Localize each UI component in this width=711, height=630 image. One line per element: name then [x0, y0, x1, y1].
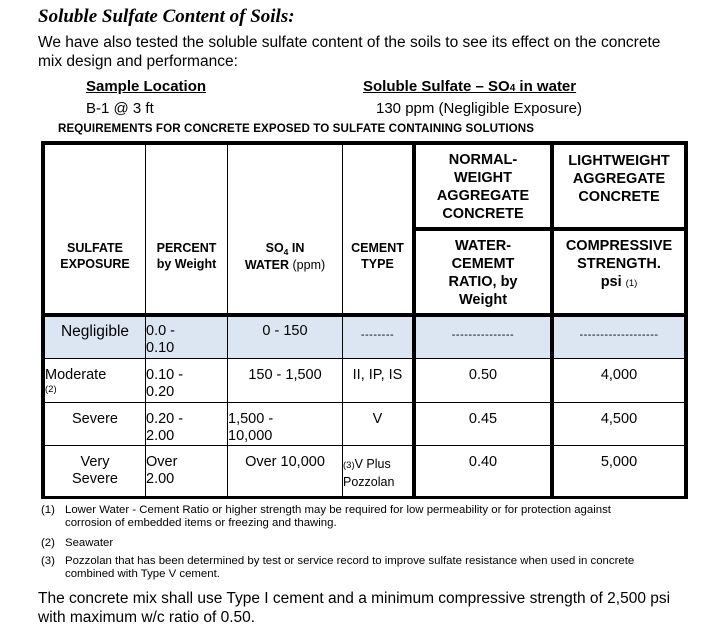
table-row-negligible-cement: -------- — [360, 329, 395, 341]
header-normal-weight-concrete: NORMAL- WEIGHT AGGREGATE CONCRETE — [436, 152, 530, 222]
table-row-very-severe-so4: Over 10,000 — [245, 454, 325, 470]
table-row-moderate-ratio: 0.50 — [468, 367, 498, 383]
table-row-negligible-so4: 0 - 150 — [262, 323, 308, 339]
footnote-2: (2) Seawater — [41, 537, 114, 549]
table-row-negligible-strength: ------------------- — [579, 329, 659, 341]
header-compressive-strength: COMPRESSIVE STRENGTH. psi (1) — [565, 238, 673, 290]
header-lightweight-concrete: LIGHTWEIGHT AGGREGATE CONCRETE — [568, 153, 670, 205]
table-row-moderate-strength: 4,000 — [600, 367, 638, 383]
sulfate-requirements-table — [41, 141, 688, 499]
table-row-severe-strength: 4,500 — [600, 411, 638, 427]
table-row-moderate-cement: II, IP, IS — [352, 367, 403, 383]
table-row-very-severe-ratio: 0.40 — [468, 454, 498, 470]
soluble-sulfate-value: 130 ppm (Negligible Exposure) — [376, 100, 582, 117]
table-row-negligible-exposure: Negligible — [60, 323, 130, 340]
table-row-moderate-so4: 150 - 1,500 — [248, 367, 322, 383]
table-row-severe-exposure: Severe — [72, 411, 118, 427]
sample-location-header: Sample Location — [86, 78, 207, 95]
section-heading: Soluble Sulfate Content of Soils: — [38, 6, 295, 27]
footnote-3: (3) Pozzolan that has been determined by test or service record to improve sulfate resistance when used in concrete combined with Type V cement. — [41, 555, 635, 580]
table-row-moderate-percent: 0.10 - 0.20 — [146, 367, 184, 400]
table-row-very-severe-strength: 5,000 — [600, 454, 638, 470]
table-row-severe-percent: 0.20 - 2.00 — [146, 411, 184, 444]
table-row-very-severe-exposure: Very Severe — [72, 454, 118, 487]
soluble-sulfate-header: Soluble Sulfate – SO4 in water — [363, 78, 577, 95]
table-row-moderate-exposure: Moderate (2) — [45, 367, 107, 395]
sample-location-value: B-1 @ 3 ft — [86, 100, 154, 117]
header-water-cement-ratio: WATER- CEMEMT RATIO, by Weight — [448, 238, 518, 308]
table-row-very-severe-cement: (3)V Plus Pozzolan — [343, 457, 395, 489]
header-sulfate-exposure: SULFATE EXPOSURE — [60, 241, 130, 271]
table-row-negligible-ratio: --------------- — [451, 329, 515, 341]
header-so4-in-water: $SO_4$ IN WATER (ppm) — [244, 240, 326, 272]
header-percent-by-weight: PERCENT by Weight — [156, 241, 217, 271]
header-cement-type: CEMENT TYPE — [351, 241, 404, 271]
table-row-severe-ratio: 0.45 — [468, 411, 498, 427]
intro-paragraph: We have also tested the soluble sulfate content of the soils to see its effect on the concrete mix design and performance: — [38, 34, 661, 70]
table-row-negligible-percent: 0.0 - 0.10 — [146, 323, 176, 356]
table-row-severe-so4: 1,500 - 10,000 — [228, 411, 274, 444]
footnote-1: (1) Lower Water - Cement Ratio or higher strength may be required for low permeability or for protection against corrosion of embedded items or freezing and thawing. — [41, 504, 611, 529]
table-row-severe-cement: V — [372, 411, 383, 427]
closing-paragraph: The concrete mix shall use Type I cement and a minimum compressive strength of 2,500 psi with maximum w/c ratio of 0.50. — [38, 590, 671, 626]
requirements-title: REQUIREMENTS FOR CONCRETE EXPOSED TO SULFATE CONTAINING SOLUTIONS — [58, 122, 535, 135]
table-row-very-severe-percent: Over 2.00 — [146, 454, 178, 487]
